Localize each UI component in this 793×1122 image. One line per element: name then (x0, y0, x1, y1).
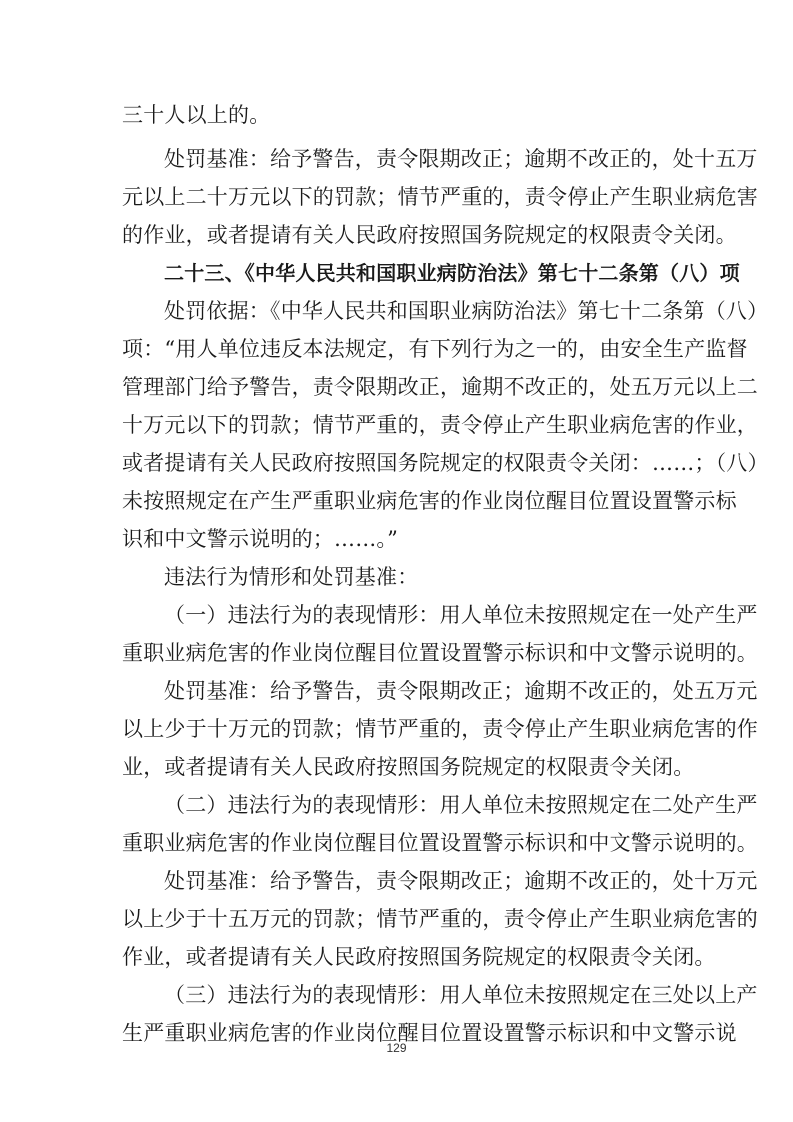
text-line: 处罚基准：给予警告，责令限期改正；逾期不改正的，处十万元 (164, 869, 758, 893)
text-line: 处罚基准：给予警告，责令限期改正；逾期不改正的，处五万元 (164, 679, 758, 703)
text-line: 以上少于十万元的罚款；情节严重的，责令停止产生职业病危害的作 (122, 717, 758, 741)
text-line: 业，或者提请有关人民政府按照国务院规定的权限责令关闭。 (122, 755, 695, 779)
text-line: 作业，或者提请有关人民政府按照国务院规定的权限责令关闭。 (122, 945, 716, 969)
text-line: （二）违法行为的表现情形：用人单位未按照规定在二处产生严 (164, 793, 758, 817)
text-line: 处罚基准：给予警告，责令限期改正；逾期不改正的，处十五万 (164, 147, 758, 171)
text-line: 或者提请有关人民政府按照国务院规定的权限责令关闭：……；（八） (122, 451, 769, 475)
text-line: 三十人以上的。 (122, 103, 271, 127)
text-line: 以上少于十五万元的罚款；情节严重的，责令停止产生职业病危害的 (122, 907, 758, 931)
text-line: 重职业病危害的作业岗位醒目位置设置警示标识和中文警示说明的。 (122, 831, 758, 855)
text-line: 的作业，或者提请有关人民政府按照国务院规定的权限责令关闭。 (122, 223, 737, 247)
text-line: 项：“用人单位违反本法规定，有下列行为之一的，由安全生产监督 (122, 337, 748, 361)
text-line: 识和中文警示说明的；……。” (122, 527, 399, 551)
text-line: 处罚依据：《中华人民共和国职业病防治法》第七十二条第（八） (164, 299, 769, 323)
section-heading: 二十三、《中华人民共和国职业病防治法》第七十二条第（八）项 (164, 261, 740, 285)
page-number: 129 (386, 1041, 407, 1055)
text-line: 十万元以下的罚款；情节严重的，责令停止产生职业病危害的作业， (122, 413, 758, 437)
text-line: 管理部门给予警告，责令限期改正，逾期不改正的，处五万元以上二 (122, 375, 758, 399)
text-line: 违法行为情形和处罚基准： (164, 565, 419, 589)
text-line: （一）违法行为的表现情形：用人单位未按照规定在一处产生严 (164, 603, 758, 627)
text-line: 元以上二十万元以下的罚款；情节严重的，责令停止产生职业病危害 (122, 185, 758, 209)
text-line: 未按照规定在产生严重职业病危害的作业岗位醒目位置设置警示标 (122, 489, 737, 513)
text-line: 重职业病危害的作业岗位醒目位置设置警示标识和中文警示说明的。 (122, 641, 758, 665)
text-line: 生严重职业病危害的作业岗位醒目位置设置警示标识和中文警示说 (122, 1021, 737, 1045)
text-line: （三）违法行为的表现情形：用人单位未按照规定在三处以上产 (164, 983, 758, 1007)
